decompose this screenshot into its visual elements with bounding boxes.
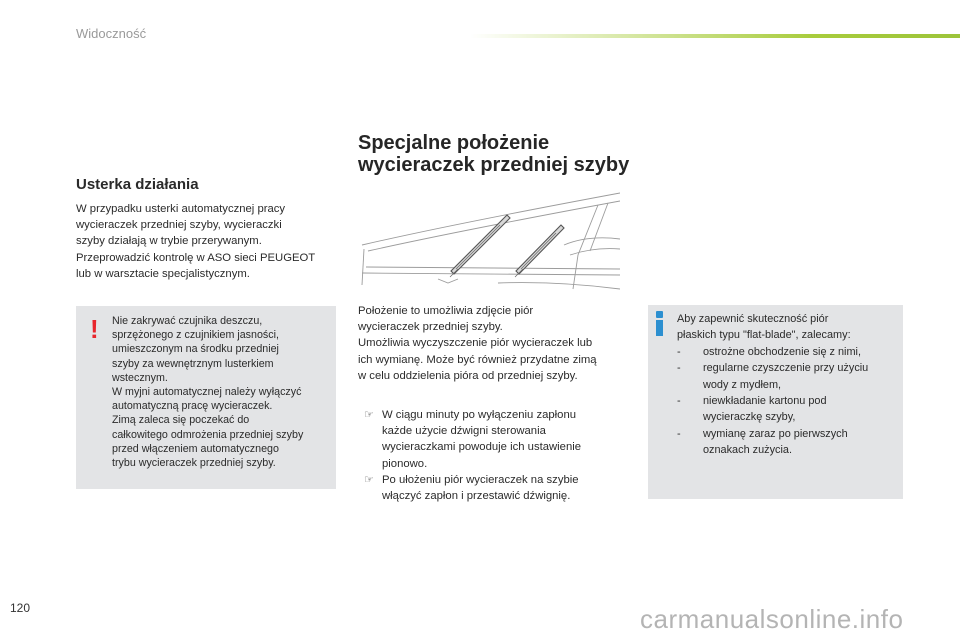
text-line: ich wymianę. Może być również przydatne zimą — [358, 353, 597, 366]
text-line: Zimą zaleca się poczekać do — [112, 414, 250, 427]
text-line: wymianę zaraz po pierwszych — [703, 427, 848, 440]
instruction-list — [364, 407, 626, 504]
text-line: całkowitego odmrożenia przedniej szyby — [112, 428, 304, 441]
text-line: W myjni automatycznej należy wyłączyć — [112, 386, 302, 399]
recommendation-item — [677, 426, 899, 459]
text-line: Nie zakrywać czujnika deszczu, — [112, 315, 263, 327]
text-line: W ciągu minuty po wyłączeniu zapłonu — [382, 409, 577, 421]
info-text — [677, 311, 899, 459]
text-line: wstecznym. — [112, 371, 168, 384]
fault-heading: Usterka działania — [76, 176, 199, 193]
watermark: carmanualsonline.info — [640, 604, 904, 634]
text-line: wycieraczek przedniej szyby. — [358, 321, 503, 334]
info-box — [648, 305, 903, 499]
text-line: ostrożne obchodzenie się z nimi, — [703, 345, 861, 358]
hand-pointer-icon: ☞ — [364, 473, 374, 486]
text-line: szyby za wewnętrznym lusterkiem — [112, 357, 274, 370]
text-line: W przypadku usterki automatycznej pracy — [76, 203, 286, 215]
recommendation-item — [677, 360, 899, 393]
text-line: Po ułożeniu piór wycieraczek na szybie — [382, 473, 579, 486]
instruction-item — [364, 472, 626, 504]
text-line: umieszczonym na środku przedniej — [112, 343, 279, 356]
text-line: sprzężonego z czujnikiem jasności, — [112, 329, 279, 342]
text-line: pionowo. — [382, 457, 428, 470]
text-line: wody z mydłem, — [703, 378, 782, 391]
warning-text — [112, 314, 334, 470]
warning-box — [76, 306, 336, 489]
text-line: trybu wycieraczek przedniej szyby. — [112, 457, 276, 470]
text-line: Aby zapewnić skuteczność piór — [677, 313, 829, 325]
special-position-paragraph — [358, 303, 628, 384]
heading-line: wycieraczek przedniej szyby — [358, 154, 630, 176]
text-line: Umożliwia wyczyszczenie piór wycieraczek lub — [358, 337, 593, 350]
text-line: przed włączeniem automatycznego — [112, 442, 279, 455]
text-line: oznakach zużycia. — [703, 444, 792, 457]
text-line: niewkładanie kartonu pod — [703, 395, 827, 408]
main-heading — [358, 132, 658, 176]
text-line: automatyczną pracę wycieraczek. — [112, 400, 273, 413]
text-line: włączyć zapłon i przestawić dźwignię. — [382, 490, 571, 503]
page-number: 120 — [10, 601, 31, 615]
text-line: Położenie to umożliwia zdjęcie piór — [358, 305, 534, 317]
dash-marker: - — [677, 395, 681, 408]
text-line: Przeprowadzić kontrolę w ASO sieci PEUGEOT — [76, 251, 316, 264]
text-line: lub w warsztacie specjalistycznym. — [76, 267, 250, 280]
fault-paragraph — [76, 201, 344, 282]
text-line: regularne czyszczenie przy użyciu — [703, 362, 869, 375]
exclamation-icon: ! — [90, 314, 99, 344]
dash-marker: - — [677, 345, 681, 358]
hand-pointer-icon: ☞ — [364, 409, 374, 421]
text-line: płaskich typu "flat-blade", zalecamy: — [677, 329, 851, 342]
text-line: wycieraczek przedniej szyby, wycieraczki — [76, 219, 282, 232]
instruction-item — [364, 407, 626, 472]
text-line: wycieraczkami powoduje ich ustawienie — [382, 441, 582, 454]
text-line: wycieraczkę szyby, — [703, 411, 796, 424]
header-accent-bar — [470, 34, 960, 38]
dash-marker: - — [677, 427, 681, 440]
recommendation-item — [677, 393, 899, 426]
windshield-wiper-illustration — [358, 185, 620, 293]
text-line: każde użycie dźwigni sterowania — [382, 425, 546, 438]
heading-line: Specjalne położenie — [358, 132, 550, 154]
dash-marker: - — [677, 362, 681, 375]
text-line: w celu oddzielenia pióra od przedniej szyby. — [358, 369, 578, 382]
text-line: szyby działają w trybie przerywanym. — [76, 235, 262, 248]
info-icon — [654, 311, 664, 337]
recommendation-item — [677, 344, 899, 360]
section-title: Widoczność — [76, 26, 147, 41]
